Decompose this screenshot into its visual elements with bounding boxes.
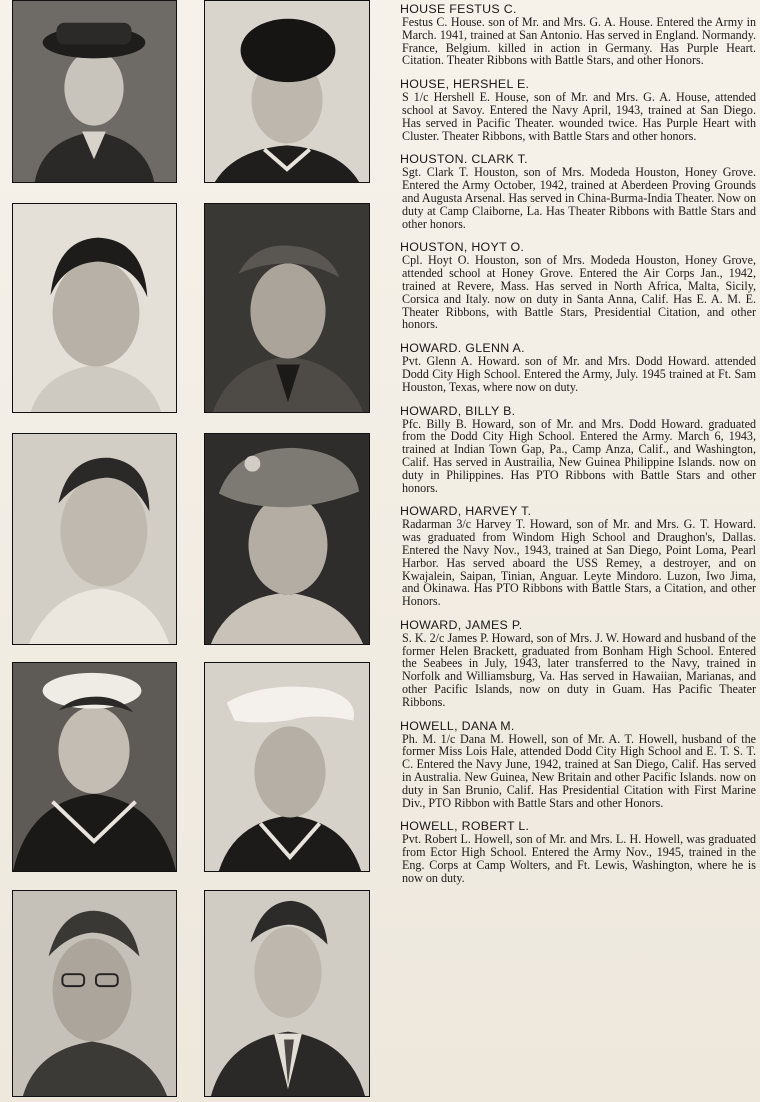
entry-harvey-howard (400, 504, 756, 608)
entry-bio: Ph. M. 1/c Dana M. Howell, son of Mr. A. T. Howell, husband of the former Miss Lois Hale, attended Dodd City High School and E. T. S. T. C. Entered the Navy June, 1942, trained at San Diego, Calif. Has served in Australia. New Guinea, New Britain and other Pacific Islands. now on duty in San Brunio, Calif. Has Presidential Citation with First Marine Div., PTO Ribbon with Battle Stars and other Honors. (402, 731, 756, 810)
entry-bio: Radarman 3/c Harvey T. Howard, son of Mr. and Mrs. G. T. Howard. was graduated from Windom High School and Draughon's, Dallas. Entered the Navy Nov., 1943, trained at San Diego, Point Loma, Pearl Harbor. Has served aboard the USS Remey, a destroyer, and on Kwajalein, Saipan, Tinian, Anguar. Leyte Mindoro. Luzon, Iwo Jima, and Okinawa. Has PTO Ribbons with Battle Stars, a Citation, and other Honors. (402, 517, 756, 609)
photo-clark-houston (12, 203, 177, 413)
entry-name: HOWELL, ROBERT L. (400, 819, 530, 834)
entry-clark-houston (400, 152, 756, 230)
entry-bio: Pfc. Billy B. Howard, son of Mr. and Mrs. Dodd Howard. graduated from the Dodd City High School. Entered the Army. March 6, 1943, trained at Indian Town Gap, Pa., Camp Anza, Calif., and Washington, Calif. Has served in Austrailia, New Guinea Philippine Islands. now on duty in Philippines. Has PTO Ribbons with Battle Stars and other honors. (402, 416, 756, 495)
photo-hoyt-houston (204, 203, 370, 413)
entry-name: HOWELL, DANA M. (400, 718, 515, 733)
entry-name: HOWARD. GLENN A. (400, 341, 525, 356)
entry-name: HOWARD, HARVEY T. (400, 504, 532, 519)
entry-name: HOWARD, BILLY B. (400, 403, 516, 418)
entry-bio: Pvt. Glenn A. Howard. son of Mr. and Mrs. Dodd Howard. attended Dodd City High School. Entered the Army, July. 1945 trained at Ft. Sam Houston, Texas, where now on duty. (402, 354, 756, 394)
photo-billy-howard (204, 433, 370, 645)
entry-billy-howard (400, 404, 756, 495)
entry-hershel-house (400, 77, 756, 142)
photo-dana-howell (12, 890, 177, 1097)
entry-name: HOUSTON, HOYT O. (400, 240, 525, 255)
entry-name: HOUSTON. CLARK T. (400, 152, 528, 167)
photo-glenn-howard (12, 433, 177, 645)
entry-name: HOUSE FESTUS C. (400, 2, 517, 16)
entry-bio: Sgt. Clark T. Houston, son of Mrs. Modeda Houston, Honey Grove. Entered the Army October, 1942, trained at Aberdeen Proving Grounds and Augusta Arsenal. Has served in China-Burma-India Theater. Now on duty at Camp Claiborne, La. Has Theater Ribbons with Battle Stars and other honors. (402, 165, 756, 231)
entry-bio: Pvt. Robert L. Howell, son of Mr. and Mrs. L. H. Howell, was graduated from Ector High School. Entered the Army Nov., 1945, trained in the Eng. Corps at Camp Wolters, and Ft. Lewis, Washington, where he is now on duty. (402, 832, 756, 885)
entry-bio: Cpl. Hoyt O. Houston, son of Mrs. Modeda Houston, Honey Grove, attended school at Honey Grove. Entered the Air Corps Jan., 1942, trained at Revere, Mass. Has served in North Africa, Malta, Sicily, Corsica and Italy. now on duty in Santa Anna, Calif. Has E. A. M. E. Theater Ribbons, with Battle Stars, Presidential Citation, and other honors. (402, 253, 756, 332)
entry-hoyt-houston (400, 240, 756, 331)
entry-james-howard (400, 618, 756, 709)
entry-name: HOWARD, JAMES P. (400, 617, 523, 632)
photo-harvey-howard (12, 662, 177, 872)
entry-glenn-howard (400, 341, 756, 393)
biography-column (400, 2, 756, 895)
entry-dana-howell (400, 719, 756, 810)
photo-festus-house (12, 0, 177, 183)
entry-festus-house (400, 2, 756, 67)
photo-james-howard (204, 662, 370, 872)
entry-robert-howell (400, 819, 756, 884)
photo-robert-howell (204, 890, 370, 1097)
entry-name: HOUSE, HERSHEL E. (400, 77, 530, 92)
entry-bio: Festus C. House. son of Mr. and Mrs. G. A. House. Entered the Army in March. 1941, trained at San Antonio. Has served in England. Normandy. France, Belgium. killed in action in Germany. Has Purple Heart. Citation. Theater Ribbons with Battle Stars, and other Honors. (402, 15, 756, 68)
photo-hershel-house (204, 0, 370, 183)
entry-bio: S. K. 2/c James P. Howard, son of Mrs. J. W. Howard and husband of the former Helen Brackett, graduated from Bonham High School. Entered the Seabees in July, 1943, later transferred to the Navy, trained in Norfolk and Williamsburg, Va. Has served in Hawaiian, Marianas, and other Pacific Islands, now on duty in Guam. Has Pacific Theater Ribbons. (402, 630, 756, 709)
entry-bio: S 1/c Hershell E. House, son of Mr. and Mrs. G. A. House, attended school at Savoy. Entered the Navy April, 1943, trained at San Diego. Has served in Pacific Theater. wounded twice. Has Purple Heart with Cluster. Theater Ribbons, with Battle Stars and other honors. (402, 90, 756, 143)
